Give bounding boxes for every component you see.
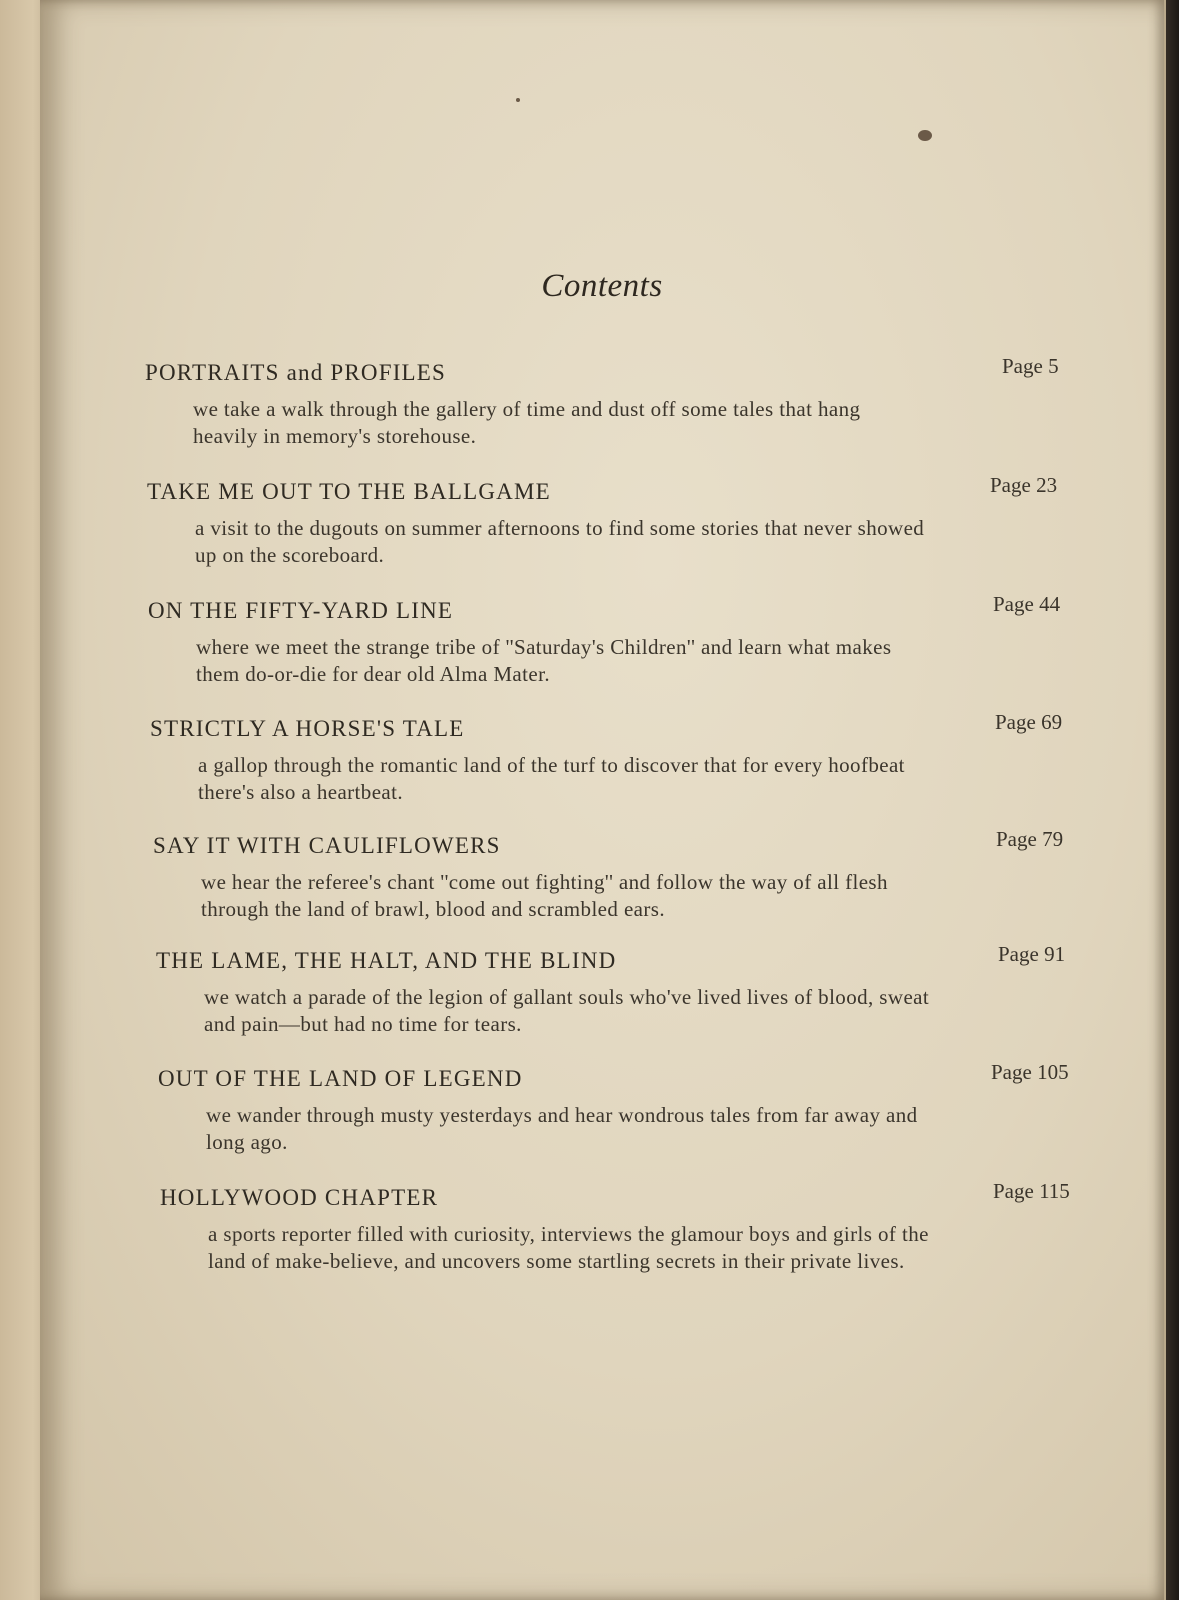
toc-entry-fifty-yard bbox=[148, 592, 1108, 688]
toc-entry-ballgame bbox=[147, 473, 1107, 569]
toc-entry-legend bbox=[158, 1060, 1118, 1156]
toc-entry-cauliflowers bbox=[153, 827, 1113, 923]
chapter-description: a visit to the dugouts on summer afternoons to find some stories that never showed up on the scoreboard. bbox=[195, 516, 925, 567]
page-number: Page 69 bbox=[995, 710, 1063, 734]
chapter-description: we wander through musty yesterdays and hear wondrous tales from far away and long ago. bbox=[206, 1103, 918, 1154]
chapter-heading: PORTRAITS and PROFILES bbox=[145, 360, 447, 385]
paper-speck bbox=[516, 98, 520, 102]
chapter-description: a gallop through the romantic land of the turf to discover that for every hoofbeat there's also a heartbeat. bbox=[198, 753, 905, 804]
contents-page bbox=[40, 0, 1166, 1600]
chapter-heading: OUT OF THE LAND OF LEGEND bbox=[158, 1066, 523, 1091]
page-number: Page 91 bbox=[998, 942, 1066, 966]
chapter-description: we watch a parade of the legion of gallant souls who've lived lives of blood, sweat and pain—but had no time for tears. bbox=[204, 985, 930, 1036]
page-number: Page 5 bbox=[1002, 354, 1059, 378]
chapter-heading: HOLLYWOOD CHAPTER bbox=[160, 1185, 439, 1210]
page-number: Page 44 bbox=[993, 592, 1061, 616]
page-title: Contents bbox=[541, 268, 663, 304]
toc-entry-hollywood bbox=[160, 1179, 1120, 1275]
toc-entry-portraits bbox=[145, 354, 1105, 450]
chapter-description: a sports reporter filled with curiosity, interviews the glamour boys and girls of the land of make-believe, and uncovers some startling secrets in their private lives. bbox=[208, 1222, 929, 1273]
page-number: Page 115 bbox=[993, 1179, 1070, 1203]
chapter-heading: SAY IT WITH CAULIFLOWERS bbox=[153, 833, 501, 858]
chapter-heading: ON THE FIFTY-YARD LINE bbox=[148, 598, 454, 623]
chapter-description: we take a walk through the gallery of time and dust off some tales that hang heavily in memory's storehouse. bbox=[193, 397, 861, 448]
chapter-heading: STRICTLY A HORSE'S TALE bbox=[150, 716, 465, 741]
page-number: Page 79 bbox=[996, 827, 1064, 851]
page-number: Page 23 bbox=[990, 473, 1058, 497]
chapter-description: we hear the referee's chant ''come out fighting'' and follow the way of all flesh through the land of brawl, blood and scrambled ears. bbox=[201, 870, 888, 921]
toc-entry-horse bbox=[150, 710, 1110, 806]
page-number: Page 105 bbox=[991, 1060, 1069, 1084]
chapter-heading: TAKE ME OUT TO THE BALLGAME bbox=[147, 479, 551, 504]
chapter-heading: THE LAME, THE HALT, AND THE BLIND bbox=[156, 948, 617, 973]
toc-entry-lame-halt bbox=[156, 942, 1116, 1038]
chapter-description: where we meet the strange tribe of ''Saturday's Children'' and learn what makes them do-or-die for dear old Alma Mater. bbox=[196, 635, 892, 686]
ink-spot bbox=[918, 130, 932, 141]
